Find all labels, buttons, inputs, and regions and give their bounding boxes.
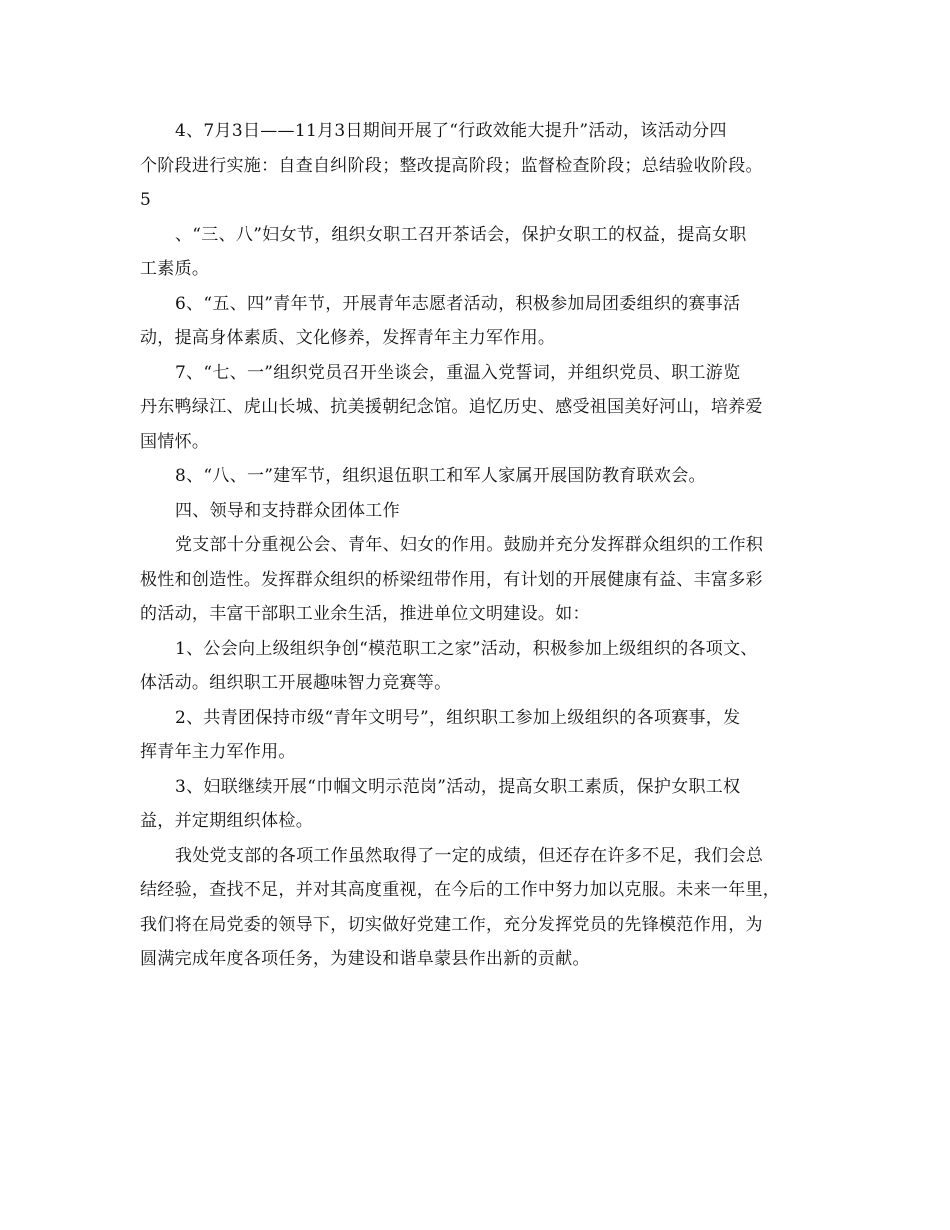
text-line: 2、共青团保持市级“青年文明号”，组织职工参加上级组织的各项赛事，发	[175, 707, 741, 728]
text-line: 3、妇联继续开展“巾帼文明示范岗”活动，提高女职工素质，保护女职工权	[175, 776, 741, 797]
text-line: 个阶段进行实施：自查自纠阶段；整改提高阶段；监督检查阶段；总结验收阶段。	[140, 155, 763, 176]
text-line: 党支部十分重视公会、青年、妇女的作用。鼓励并充分发挥群众组织的工作积	[175, 535, 764, 555]
text-line: 5	[140, 190, 152, 210]
text-line: 体活动。组织职工开展趣味智力竞赛等。	[140, 673, 452, 693]
text-line: 丹东鸭绿江、虎山长城、抗美援朝纪念馆。追忆历史、感受祖国美好河山，培养爱	[140, 397, 763, 417]
text-line: 工素质。	[140, 259, 210, 279]
text-line: 动，提高身体素质、文化修养，发挥青年主力军作用。	[140, 328, 556, 348]
text-line: 我处党支部的各项工作虽然取得了一定的成绩，但还存在许多不足，我们会总	[175, 845, 764, 866]
text-line: 圆满完成年度各项任务，为建设和谐阜蒙县作出新的贡献。	[140, 949, 590, 969]
text-line: 挥青年主力军作用。	[140, 742, 296, 762]
text-line: 国情怀。	[140, 431, 210, 452]
text-line: 我们将在局党委的领导下，切实做好党建工作，充分发挥党员的先锋模范作用，为	[140, 914, 763, 935]
text-line: 、“三、八”妇女节，组织女职工召开茶话会，保护女职工的权益，提高女职	[175, 224, 747, 245]
text-line: 6、“五、四”青年节，开展青年志愿者活动，积极参加局团委组织的赛事活	[175, 293, 741, 314]
text-line: 7、“七、一”组织党员召开坐谈会，重温入党誓词，并组织党员、职工游览	[175, 362, 741, 383]
text-line: 1、公会向上级组织争创“模范职工之家”活动，积极参加上级组织的各项文、	[175, 638, 758, 659]
text-line: 的活动，丰富干部职工业余生活，推进单位文明建设。如：	[140, 604, 590, 624]
section-heading: 四、领导和支持群众团体工作	[175, 500, 400, 521]
text-line: 益，并定期组织体检。	[140, 811, 313, 831]
text-line: 8、“八、一”建军节，组织退伍职工和军人家属开展国防教育联欢会。	[175, 466, 706, 486]
text-line: 极性和创造性。发挥群众组织的桥梁纽带作用，有计划的开展健康有益、丰富多彩	[140, 569, 763, 590]
text-line: 结经验，查找不足，并对其高度重视，在今后的工作中努力加以克服。未来一年里，	[140, 880, 781, 900]
text-line: 4、7月3日——11月3日期间开展了“行政效能大提升”活动，该活动分四	[175, 121, 727, 141]
document-body	[140, 114, 840, 977]
